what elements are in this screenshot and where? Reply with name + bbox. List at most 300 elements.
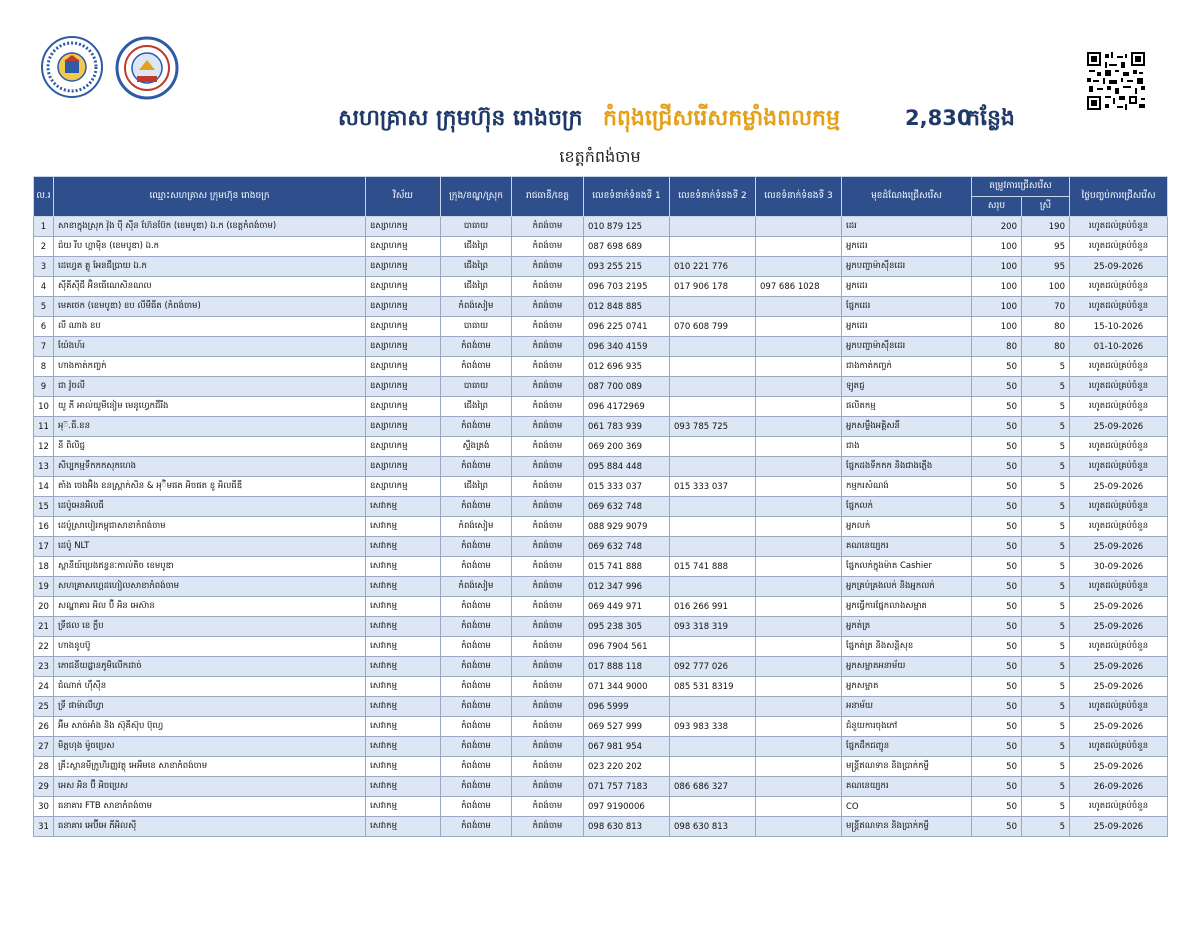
cell-company: ហាងនូបប៊ូ	[54, 637, 366, 657]
table-row	[34, 737, 1168, 757]
cell-phone2	[670, 297, 756, 317]
cell-total: 50	[972, 737, 1022, 757]
cell-position: CO	[842, 797, 972, 817]
table-row	[34, 637, 1168, 657]
cell-total: 50	[972, 437, 1022, 457]
cell-phone3	[756, 637, 842, 657]
table-row	[34, 277, 1168, 297]
table-row	[34, 777, 1168, 797]
cell-position: ជាងកាត់កញ្ចក់	[842, 357, 972, 377]
cell-no: 2	[34, 237, 54, 257]
cell-female: 5	[1022, 557, 1070, 577]
cell-total: 50	[972, 597, 1022, 617]
cell-sector: ឧស្សាហកម្ម	[366, 277, 441, 297]
cell-deadline: រហូតដល់គ្រប់ចំនួន	[1070, 497, 1168, 517]
cell-total: 50	[972, 357, 1022, 377]
cell-district: កំពង់ចាម	[441, 697, 512, 717]
cell-sector: ឧស្សាហកម្ម	[366, 257, 441, 277]
cell-no: 21	[34, 617, 54, 637]
cell-total: 200	[972, 217, 1022, 237]
cell-female: 80	[1022, 337, 1070, 357]
cell-sector: សេវាកម្ម	[366, 657, 441, 677]
cell-no: 7	[34, 337, 54, 357]
cell-phone2: 015 741 888	[670, 557, 756, 577]
cell-province: កំពង់ចាម	[512, 457, 584, 477]
cell-district: កំពង់សៀម	[441, 577, 512, 597]
cell-deadline: រហូតដល់គ្រប់ចំនួន	[1070, 357, 1168, 377]
table-row	[34, 717, 1168, 737]
cell-phone1: 095 884 448	[584, 457, 670, 477]
cell-deadline: 25-09-2026	[1070, 677, 1168, 697]
cell-phone3	[756, 777, 842, 797]
cell-total: 50	[972, 697, 1022, 717]
cell-phone3	[756, 617, 842, 637]
cell-phone2	[670, 577, 756, 597]
cell-sector: សេវាកម្ម	[366, 617, 441, 637]
cell-total: 100	[972, 277, 1022, 297]
cell-phone1: 093 255 215	[584, 257, 670, 277]
cell-female: 100	[1022, 277, 1070, 297]
cell-district: កំពង់ចាម	[441, 637, 512, 657]
table-row	[34, 317, 1168, 337]
cell-deadline: រហូតដល់គ្រប់ចំនួន	[1070, 437, 1168, 457]
cell-sector: ឧស្សាហកម្ម	[366, 397, 441, 417]
cell-district: ជើងព្រៃ	[441, 277, 512, 297]
table-row	[34, 677, 1168, 697]
cell-phone3	[756, 257, 842, 277]
cell-no: 23	[34, 657, 54, 677]
cell-district: បាធាយ	[441, 317, 512, 337]
cell-phone2: 086 686 327	[670, 777, 756, 797]
cell-company: មេគថេក (ខេមបូឌា) ខប លីមីធីត (កំពង់ចាម)	[54, 297, 366, 317]
cell-female: 5	[1022, 737, 1070, 757]
cell-province: កំពង់ចាម	[512, 317, 584, 337]
cell-no: 16	[34, 517, 54, 537]
table-row	[34, 657, 1168, 677]
cell-phone3	[756, 577, 842, 597]
cell-company: លី ណាង ខប	[54, 317, 366, 337]
cell-sector: ឧស្សាហកម្ម	[366, 217, 441, 237]
cell-deadline: 25-09-2026	[1070, 477, 1168, 497]
cell-phone2: 010 221 776	[670, 257, 756, 277]
cell-female: 5	[1022, 517, 1070, 537]
col-header-phone2: លេខទំនាក់ទំនងទី 2	[670, 177, 756, 217]
cell-sector: សេវាកម្ម	[366, 497, 441, 517]
cell-phone2	[670, 797, 756, 817]
col-header-deadline: ថ្ងៃបញ្ចប់ការជ្រើសរើស	[1070, 177, 1168, 217]
cell-phone1: 098 630 813	[584, 817, 670, 837]
cell-deadline: រហូតដល់គ្រប់ចំនួន	[1070, 377, 1168, 397]
job-vacancy-table	[33, 176, 1168, 837]
cell-total: 50	[972, 677, 1022, 697]
cell-deadline: រហូតដល់គ្រប់ចំនួន	[1070, 297, 1168, 317]
cell-no: 22	[34, 637, 54, 657]
cell-deadline: 25-09-2026	[1070, 717, 1168, 737]
cell-phone3	[756, 457, 842, 477]
cell-no: 13	[34, 457, 54, 477]
cell-province: កំពង់ចាម	[512, 717, 584, 737]
cell-company: គ្រឹះស្ថានមីក្រូហិរញ្ញវត្ថុ អេអឹមខេ សាខាកំពង់ចាម	[54, 757, 366, 777]
cell-phone2: 085 531 8319	[670, 677, 756, 697]
cell-phone2	[670, 397, 756, 417]
table-row	[34, 817, 1168, 837]
cell-total: 80	[972, 337, 1022, 357]
cell-position: មន្ត្រីឥណទាន និងប្រាក់កម្ចី	[842, 757, 972, 777]
cell-district: កំពង់ចាម	[441, 797, 512, 817]
cell-phone2: 093 983 338	[670, 717, 756, 737]
cell-phone1: 069 632 748	[584, 497, 670, 517]
cell-position: អ្នកត់ត្រ	[842, 617, 972, 637]
cell-female: 5	[1022, 417, 1070, 437]
cell-total: 50	[972, 377, 1022, 397]
cell-province: កំពង់ចាម	[512, 597, 584, 617]
cell-phone2: 017 906 178	[670, 277, 756, 297]
cell-position: អ្នកដេរ	[842, 317, 972, 337]
cell-position: អ្នកគ្រប់គ្រងលក់ និងអ្នកលក់	[842, 577, 972, 597]
cell-phone1: 096 5999	[584, 697, 670, 717]
table-body	[34, 217, 1168, 837]
cell-phone3	[756, 717, 842, 737]
cell-phone2	[670, 237, 756, 257]
cell-position: ផ្នែកដឹកជញ្ជូន	[842, 737, 972, 757]
cell-phone3	[756, 537, 842, 557]
cell-sector: ឧស្សាហកម្ម	[366, 317, 441, 337]
title-status: កំពុងជ្រើសរើសកម្លាំងពលកម្ម	[603, 106, 840, 131]
cell-deadline: 25-09-2026	[1070, 617, 1168, 637]
cell-province: កំពង់ចាម	[512, 517, 584, 537]
cell-phone3	[756, 417, 842, 437]
cell-phone3	[756, 477, 842, 497]
cell-no: 11	[34, 417, 54, 437]
cell-district: កំពង់ចាម	[441, 817, 512, 837]
cell-phone3	[756, 757, 842, 777]
cell-phone2	[670, 497, 756, 517]
table-row	[34, 497, 1168, 517]
cell-phone2	[670, 337, 756, 357]
cell-district: កំពង់ចាម	[441, 737, 512, 757]
cell-deadline: រហូតដល់គ្រប់ចំនួន	[1070, 517, 1168, 537]
cell-province: កំពង់ចាម	[512, 397, 584, 417]
cell-company: ដេហ្វេត គ្លូ អែនជីប្រាយ ឯ.ក	[54, 257, 366, 277]
cell-total: 50	[972, 637, 1022, 657]
table-row	[34, 217, 1168, 237]
cell-company: ហាងកាត់កញ្ចក់	[54, 357, 366, 377]
cell-company: ទ្រីផល ខេ ក្លឹប	[54, 617, 366, 637]
cell-company: សាខាក្នុងស្រុក វ៉ុង ប៉ី ស៊ីន ហ៊ែនប៊ែក (ខេមបូឌា) ឯ.ក (ខេត្តកំពង់ចាម)	[54, 217, 366, 237]
cell-deadline: រហូតដល់គ្រប់ចំនួន	[1070, 217, 1168, 237]
cell-phone3	[756, 517, 842, 537]
cell-female: 5	[1022, 677, 1070, 697]
cell-no: 15	[34, 497, 54, 517]
cell-sector: ឧស្សាហកម្ម	[366, 297, 441, 317]
cell-sector: សេវាកម្ម	[366, 637, 441, 657]
cell-company: ដេប៉ូស្រាបៀរកម្ពុជាសាខាកំពង់ចាម	[54, 517, 366, 537]
cell-total: 50	[972, 457, 1022, 477]
cell-no: 29	[34, 777, 54, 797]
cell-total: 100	[972, 297, 1022, 317]
cell-phone2: 092 777 026	[670, 657, 756, 677]
cell-total: 50	[972, 417, 1022, 437]
cell-phone1: 096 4172969	[584, 397, 670, 417]
cell-company: ដេប៉ូ NLT	[54, 537, 366, 557]
table-row	[34, 457, 1168, 477]
agency-logo-icon	[115, 36, 179, 100]
cell-female: 5	[1022, 717, 1070, 737]
cell-sector: សេវាកម្ម	[366, 697, 441, 717]
cell-province: កំពង់ចាម	[512, 737, 584, 757]
cell-sector: ឧស្សាហកម្ម	[366, 457, 441, 477]
cell-sector: សេវាកម្ម	[366, 677, 441, 697]
table-row	[34, 757, 1168, 777]
cell-position: អ្នកដេរ	[842, 277, 972, 297]
cell-phone1: 067 981 954	[584, 737, 670, 757]
cell-phone3	[756, 337, 842, 357]
cell-phone3	[756, 497, 842, 517]
cell-province: កំពង់ចាម	[512, 657, 584, 677]
table-row	[34, 397, 1168, 417]
cell-female: 5	[1022, 457, 1070, 477]
cell-company: ជំណាក់ ហ៊ឹស៊ីន	[54, 677, 366, 697]
table-row	[34, 557, 1168, 577]
cell-no: 6	[34, 317, 54, 337]
cell-district: កំពង់ចាម	[441, 557, 512, 577]
cell-phone1: 071 757 7183	[584, 777, 670, 797]
cell-phone3	[756, 697, 842, 717]
qr-code-icon	[1087, 52, 1145, 110]
cell-position: ជាង	[842, 437, 972, 457]
cell-phone1: 069 200 369	[584, 437, 670, 457]
cell-deadline: 26-09-2026	[1070, 777, 1168, 797]
col-header-total: សរុប	[972, 197, 1022, 217]
cell-phone1: 017 888 118	[584, 657, 670, 677]
cell-no: 4	[34, 277, 54, 297]
cell-no: 17	[34, 537, 54, 557]
cell-female: 5	[1022, 577, 1070, 597]
col-header-company: ឈ្មោះសហគ្រាស ក្រុមហ៊ុន រោងចក្រ	[54, 177, 366, 217]
cell-sector: សេវាកម្ម	[366, 597, 441, 617]
cell-deadline: រហូតដល់គ្រប់ចំនួន	[1070, 397, 1168, 417]
cell-phone2: 098 630 813	[670, 817, 756, 837]
cell-female: 95	[1022, 257, 1070, 277]
cell-female: 5	[1022, 497, 1070, 517]
cell-phone3	[756, 317, 842, 337]
cell-phone1: 015 333 037	[584, 477, 670, 497]
cell-phone3	[756, 737, 842, 757]
cell-female: 5	[1022, 777, 1070, 797]
cell-position: ឡូតជ្ញ	[842, 377, 972, 397]
cell-province: កំពង់ចាម	[512, 497, 584, 517]
cell-phone2: 070 608 799	[670, 317, 756, 337]
cell-phone2	[670, 757, 756, 777]
cell-district: កំពង់ចាម	[441, 657, 512, 677]
cell-female: 190	[1022, 217, 1070, 237]
cell-province: កំពង់ចាម	[512, 337, 584, 357]
cell-phone1: 015 741 888	[584, 557, 670, 577]
table-row	[34, 797, 1168, 817]
cell-phone1: 088 929 9079	[584, 517, 670, 537]
col-header-district: ក្រុង/ខណ្ឌ/ស្រុក	[441, 177, 512, 217]
cell-district: កំពង់ចាម	[441, 757, 512, 777]
cell-position: ផ្នែកត់ត្រ និងសន្តិសុខ	[842, 637, 972, 657]
cell-sector: ឧស្សាហកម្ម	[366, 237, 441, 257]
cell-district: បាធាយ	[441, 217, 512, 237]
cell-total: 50	[972, 497, 1022, 517]
col-header-female: ស្រី	[1022, 197, 1070, 217]
col-header-province: រាជធានី/ខេត្ត	[512, 177, 584, 217]
cell-female: 5	[1022, 817, 1070, 837]
cell-phone1: 061 783 939	[584, 417, 670, 437]
cell-district: កំពង់ចាម	[441, 457, 512, 477]
cell-position: អ្នកសម្លឹងអគ្គិសនី	[842, 417, 972, 437]
cell-position: អ្នកដេរ	[842, 237, 972, 257]
cell-deadline: រហូតដល់គ្រប់ចំនួន	[1070, 457, 1168, 477]
cell-district: កំពង់ចាម	[441, 497, 512, 517]
cell-no: 27	[34, 737, 54, 757]
cell-phone2: 016 266 991	[670, 597, 756, 617]
title-count: 2,830	[905, 106, 972, 130]
cell-sector: ឧស្សាហកម្ម	[366, 337, 441, 357]
cell-total: 50	[972, 757, 1022, 777]
cell-phone3	[756, 557, 842, 577]
cell-province: កំពង់ចាម	[512, 777, 584, 797]
cell-no: 31	[34, 817, 54, 837]
cell-phone2	[670, 637, 756, 657]
col-header-no: ល.រ	[34, 177, 54, 217]
cell-phone3	[756, 237, 842, 257]
cell-deadline: 01-10-2026	[1070, 337, 1168, 357]
table-row	[34, 357, 1168, 377]
cell-province: កំពង់ចាម	[512, 617, 584, 637]
cell-sector: សេវាកម្ម	[366, 757, 441, 777]
cell-phone3	[756, 217, 842, 237]
cell-total: 50	[972, 717, 1022, 737]
cell-no: 12	[34, 437, 54, 457]
cell-province: កំពង់ចាម	[512, 237, 584, 257]
cell-district: កំពង់ចាម	[441, 617, 512, 637]
cell-province: កំពង់ចាម	[512, 417, 584, 437]
cell-phone2	[670, 357, 756, 377]
cell-position: ផ្នែកលក់	[842, 497, 972, 517]
cell-deadline: 25-09-2026	[1070, 417, 1168, 437]
cell-sector: ឧស្សាហកម្ម	[366, 417, 441, 437]
cell-phone3	[756, 357, 842, 377]
cell-position: អនាម័យ	[842, 697, 972, 717]
table-row	[34, 697, 1168, 717]
cell-deadline: 25-09-2026	[1070, 657, 1168, 677]
cell-sector: ឧស្សាហកម្ម	[366, 437, 441, 457]
cell-female: 5	[1022, 537, 1070, 557]
cell-total: 50	[972, 657, 1022, 677]
cell-deadline: 30-09-2026	[1070, 557, 1168, 577]
cell-female: 5	[1022, 397, 1070, 417]
cell-female: 70	[1022, 297, 1070, 317]
cell-sector: សេវាកម្ម	[366, 537, 441, 557]
cell-company: ស្ពានីយ៍ប្រេងឥន្ធនៈកាល់តិច ខេមបូឌា	[54, 557, 366, 577]
cell-phone2	[670, 457, 756, 477]
cell-no: 5	[34, 297, 54, 317]
cell-female: 5	[1022, 617, 1070, 637]
cell-phone1: 096 225 0741	[584, 317, 670, 337]
cell-total: 50	[972, 617, 1022, 637]
cell-company: អុ៊.ធី.ខន	[54, 417, 366, 437]
cell-total: 50	[972, 537, 1022, 557]
cell-district: កំពង់សៀម	[441, 517, 512, 537]
cell-no: 19	[34, 577, 54, 597]
cell-company: ដេប៉ូអេនអិលធី	[54, 497, 366, 517]
cell-position: គណនេយ្យករ	[842, 777, 972, 797]
cell-phone1: 096 7904 561	[584, 637, 670, 657]
cell-deadline: រហូតដល់គ្រប់ចំនួន	[1070, 737, 1168, 757]
cell-phone3	[756, 377, 842, 397]
cell-deadline: 15-10-2026	[1070, 317, 1168, 337]
cell-sector: ឧស្សាហកម្ម	[366, 477, 441, 497]
cell-company: ស៊ីគីស៊ីជី អ៊ិនធើណេសិនណល	[54, 277, 366, 297]
cell-phone1: 069 527 999	[584, 717, 670, 737]
cell-phone1: 087 700 089	[584, 377, 670, 397]
cell-phone3: 097 686 1028	[756, 277, 842, 297]
cell-total: 50	[972, 397, 1022, 417]
cell-no: 14	[34, 477, 54, 497]
cell-deadline: រហូតដល់គ្រប់ចំនួន	[1070, 277, 1168, 297]
cell-total: 50	[972, 817, 1022, 837]
cell-district: ជើងព្រៃ	[441, 397, 512, 417]
cell-province: កំពង់ចាម	[512, 377, 584, 397]
cell-province: កំពង់ចាម	[512, 557, 584, 577]
cell-phone1: 012 347 996	[584, 577, 670, 597]
table-row	[34, 617, 1168, 637]
cell-sector: ឧស្សាហកម្ម	[366, 357, 441, 377]
cell-no: 26	[34, 717, 54, 737]
cell-province: កំពង់ចាម	[512, 477, 584, 497]
cell-phone2	[670, 437, 756, 457]
cell-female: 95	[1022, 237, 1070, 257]
cell-position: អ្នកបញ្ជាម៉ាស៊ីនដេរ	[842, 337, 972, 357]
cell-district: បាធាយ	[441, 377, 512, 397]
cell-deadline: 25-09-2026	[1070, 257, 1168, 277]
cell-company: នី ពិលិជ្ជ	[54, 437, 366, 457]
table-row	[34, 337, 1168, 357]
cell-phone1: 087 698 689	[584, 237, 670, 257]
table-row	[34, 377, 1168, 397]
cell-phone3	[756, 797, 842, 817]
cell-company: អេស អិន ប៊ី អិចប្រេស	[54, 777, 366, 797]
cell-female: 5	[1022, 697, 1070, 717]
cell-no: 18	[34, 557, 54, 577]
cell-province: កំពង់ចាម	[512, 257, 584, 277]
cell-female: 5	[1022, 377, 1070, 397]
cell-company: ធនាគារ FTB សាខាកំពង់ចាម	[54, 797, 366, 817]
cell-no: 30	[34, 797, 54, 817]
cell-district: ជើងព្រៃ	[441, 477, 512, 497]
col-header-phone1: លេខទំនាក់ទំនងទី 1	[584, 177, 670, 217]
cell-no: 25	[34, 697, 54, 717]
cell-sector: សេវាកម្ម	[366, 557, 441, 577]
cell-phone3	[756, 397, 842, 417]
cell-company: តាំង ចេងអ៊ិង ខនស្ត្រាក់សិន & អុ៊ិមផត អិចផត ខូ អិលធីឌី	[54, 477, 366, 497]
cell-phone2	[670, 737, 756, 757]
table-row	[34, 597, 1168, 617]
cell-position: អ្នកសម្អាតអនាម័យ	[842, 657, 972, 677]
cell-position: ដេរ	[842, 217, 972, 237]
cell-company: យ៉ែងហ៍រ	[54, 337, 366, 357]
cell-no: 28	[34, 757, 54, 777]
cell-deadline: រហូតដល់គ្រប់ចំនួន	[1070, 697, 1168, 717]
cell-female: 5	[1022, 657, 1070, 677]
cell-district: ជើងព្រៃ	[441, 257, 512, 277]
cell-deadline: 25-09-2026	[1070, 757, 1168, 777]
cell-no: 9	[34, 377, 54, 397]
cell-sector: សេវាកម្ម	[366, 737, 441, 757]
